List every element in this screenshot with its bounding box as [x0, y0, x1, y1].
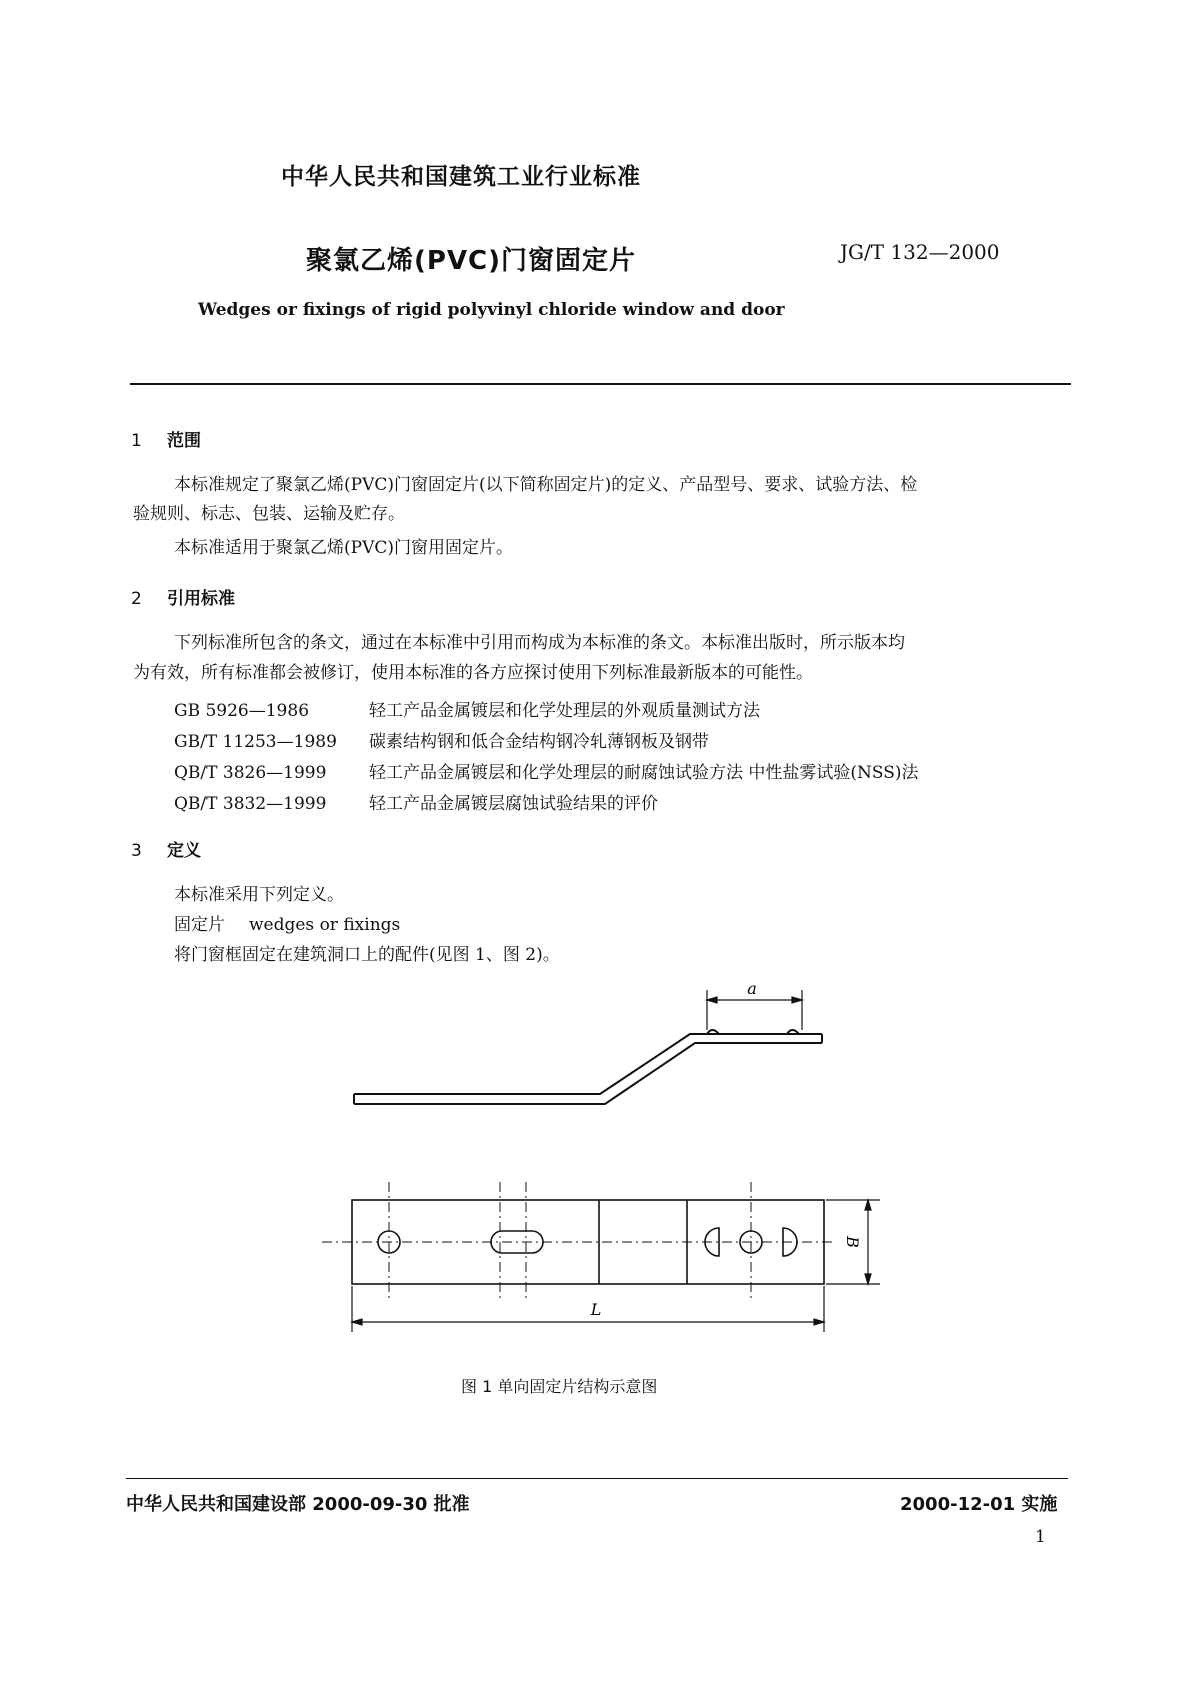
- definition-text: 将门窗框固定在建筑洞口上的配件(见图 1、图 2)。: [174, 945, 560, 965]
- implementation-line: 2000-12-01 实施: [900, 1494, 1058, 1515]
- reference-title: 轻工产品金属镀层腐蚀试验结果的评价: [369, 794, 658, 814]
- figure-1-caption: 图 1 单向固定片结构示意图: [461, 1377, 658, 1396]
- section-1-para1-line2: 验规则、标志、包装、运输及贮存。: [133, 504, 405, 524]
- definition-term: 固定片: [174, 915, 225, 935]
- reference-code: GB 5926—1986: [174, 701, 310, 721]
- dimension-a-label: a: [747, 979, 757, 998]
- reference-title: 碳素结构钢和低合金结构钢冷轧薄钢板及钢带: [369, 732, 709, 752]
- reference-code: GB/T 11253—1989: [174, 732, 337, 752]
- dimension-l: [352, 1286, 824, 1332]
- section-2-number: 2: [131, 589, 142, 609]
- document-title: 聚氯乙烯(PVC)门窗固定片: [306, 246, 637, 276]
- section-1-para2: 本标准适用于聚氯乙烯(PVC)门窗用固定片。: [174, 538, 513, 558]
- standard-category: 中华人民共和国建筑工业行业标准: [281, 164, 641, 190]
- section-2-title: 引用标准: [167, 589, 235, 609]
- english-title: Wedges or fixings of rigid polyvinyl chloride window and door: [198, 300, 785, 320]
- section-3-intro: 本标准采用下列定义。: [174, 885, 344, 905]
- dimension-b-label: B: [843, 1236, 862, 1248]
- section-1-title: 范围: [167, 431, 201, 451]
- section-1-para1-line1: 本标准规定了聚氯乙烯(PVC)门窗固定片(以下简称固定片)的定义、产品型号、要求、试验方法、检: [174, 475, 918, 495]
- footer-rule: [126, 1478, 1068, 1479]
- reference-title: 轻工产品金属镀层和化学处理层的耐腐蚀试验方法 中性盐雾试验(NSS)法: [369, 763, 919, 783]
- approval-line: 中华人民共和国建设部 2000-09-30 批准: [126, 1494, 470, 1515]
- section-2-para-line2: 为有效，所有标准都会被修订，使用本标准的各方应探讨使用下列标准最新版本的可能性。: [133, 663, 813, 683]
- section-3-number: 3: [131, 841, 142, 861]
- section-3-title: 定义: [167, 841, 201, 861]
- side-view: [354, 1030, 822, 1104]
- reference-title: 轻工产品金属镀层和化学处理层的外观质量测试方法: [369, 701, 760, 721]
- section-1-number: 1: [131, 431, 142, 451]
- reference-code: QB/T 3826—1999: [174, 763, 327, 783]
- page-number: 1: [1035, 1527, 1046, 1547]
- definition-term-en: wedges or fixings: [249, 915, 401, 935]
- reference-code: QB/T 3832—1999: [174, 794, 327, 814]
- dimension-l-label: L: [590, 1300, 602, 1319]
- section-2-para-line1: 下列标准所包含的条文，通过在本标准中引用而构成为本标准的条文。本标准出版时，所示版本均: [174, 633, 905, 653]
- standard-number: JG/T 132—2000: [840, 240, 1000, 264]
